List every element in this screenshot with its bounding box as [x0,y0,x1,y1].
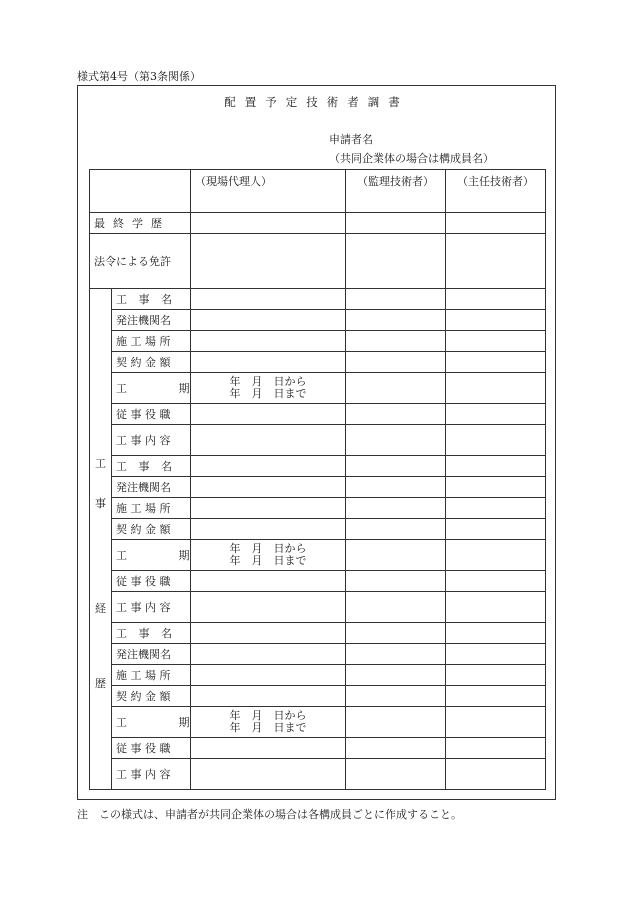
cell[interactable] [446,759,546,790]
exp1-amount-row [90,352,546,373]
cell[interactable] [346,540,446,571]
exp-amount-label: 契 約 金 額 [112,352,191,373]
side-char-3: 経 [95,602,106,615]
cell[interactable] [346,373,446,404]
exp3-client-row [90,644,546,665]
cell[interactable] [446,592,546,623]
cell[interactable] [446,373,546,404]
cell[interactable] [346,498,446,519]
cell[interactable] [346,456,446,477]
cell[interactable] [446,571,546,592]
exp2-project-row [90,456,546,477]
cell[interactable] [346,331,446,352]
education-chief[interactable] [446,213,546,234]
exp1-period-row [90,373,546,404]
cell[interactable] [446,686,546,707]
cell[interactable] [191,665,346,686]
exp-content-label: 工 事 内 容 [112,759,191,790]
header-site-agent: （現場代理人） [191,170,346,213]
exp2-period-row [90,540,546,571]
side-char-2: 事 [95,497,106,510]
header-chief-engineer: （主任技術者） [446,170,546,213]
cell[interactable] [346,707,446,738]
exp1-role-row [90,404,546,425]
exp-project-name-label: 工 事 名 [112,456,191,477]
cell[interactable] [191,404,346,425]
cell[interactable] [346,686,446,707]
cell[interactable] [446,540,546,571]
cell[interactable] [191,759,346,790]
applicant-label: 申請者名 [329,133,373,146]
cell[interactable] [446,498,546,519]
cell[interactable] [191,477,346,498]
exp-role-label: 従 事 役 職 [112,404,191,425]
footnote: 注 この様式は、申請者が共同企業体の場合は各構成員ごとに作成すること。 [77,808,462,821]
cell[interactable] [346,289,446,310]
license-supervising[interactable] [346,234,446,289]
cell[interactable] [446,404,546,425]
side-char-4: 歴 [95,677,106,690]
cell[interactable] [446,310,546,331]
cell[interactable] [191,571,346,592]
cell[interactable] [191,352,346,373]
experience-side-label [90,289,112,790]
cell[interactable] [446,644,546,665]
cell[interactable] [346,310,446,331]
exp-amount-label: 契 約 金 額 [112,686,191,707]
license-site-agent[interactable] [191,234,346,289]
cell[interactable] [446,738,546,759]
exp-content-label: 工 事 内 容 [112,592,191,623]
cell[interactable] [346,623,446,644]
cell[interactable] [191,738,346,759]
cell[interactable] [191,310,346,331]
exp3-location-row [90,665,546,686]
exp-project-name-label: 工 事 名 [112,623,191,644]
period-to: 年 月 日まで [229,721,307,734]
exp-period-value[interactable] [191,707,346,738]
header-empty-cell [90,170,191,213]
education-site-agent[interactable] [191,213,346,234]
exp-amount-label: 契 約 金 額 [112,519,191,540]
exp2-role-row [90,571,546,592]
cell[interactable] [191,289,346,310]
cell[interactable] [446,352,546,373]
exp1-project-row [90,289,546,310]
exp2-amount-row [90,519,546,540]
exp2-client-row [90,477,546,498]
exp-content-label: 工 事 内 容 [112,425,191,456]
cell[interactable] [346,644,446,665]
license-label: 法令による免許 [90,234,191,289]
cell[interactable] [446,623,546,644]
cell[interactable] [446,519,546,540]
exp-client-label: 発注機関名 [112,644,191,665]
license-row [90,234,546,289]
exp-location-label: 施 工 場 所 [112,665,191,686]
cell[interactable] [191,644,346,665]
document-title: 配置予定技術者調書 [224,95,409,109]
exp-project-name-label: 工 事 名 [112,289,191,310]
cell[interactable] [346,592,446,623]
period-from: 年 月 日から [229,375,307,388]
period-from: 年 月 日から [229,709,307,722]
cell[interactable] [191,623,346,644]
exp1-location-row [90,331,546,352]
exp-period-label: 工 期 [112,373,191,404]
exp-period-value[interactable] [191,373,346,404]
cell[interactable] [191,592,346,623]
period-to: 年 月 日まで [229,387,307,400]
exp3-period-row [90,707,546,738]
cell[interactable] [346,571,446,592]
cell[interactable] [446,289,546,310]
cell[interactable] [346,738,446,759]
form-frame [77,85,556,800]
cell[interactable] [191,331,346,352]
cell[interactable] [346,759,446,790]
period-from: 年 月 日から [229,542,307,555]
exp-role-label: 従 事 役 職 [112,738,191,759]
exp3-content-row [90,759,546,790]
education-supervising[interactable] [346,213,446,234]
exp2-location-row [90,498,546,519]
exp3-amount-row [90,686,546,707]
exp1-client-row [90,310,546,331]
exp-period-value[interactable] [191,540,346,571]
engineer-table [89,169,546,790]
cell[interactable] [191,456,346,477]
education-row [90,213,546,234]
cell[interactable] [446,425,546,456]
exp-location-label: 施 工 場 所 [112,331,191,352]
cell[interactable] [446,477,546,498]
cell[interactable] [446,707,546,738]
cell[interactable] [346,665,446,686]
exp2-content-row [90,592,546,623]
license-chief[interactable] [446,234,546,289]
cell[interactable] [346,352,446,373]
exp3-project-row [90,623,546,644]
exp-role-label: 従 事 役 職 [112,571,191,592]
exp-client-label: 発注機関名 [112,477,191,498]
exp1-content-row [90,425,546,456]
cell[interactable] [446,331,546,352]
cell[interactable] [191,686,346,707]
cell[interactable] [346,404,446,425]
cell[interactable] [346,519,446,540]
side-char-1: 工 [95,457,106,470]
exp-period-label: 工 期 [112,707,191,738]
exp-client-label: 発注機関名 [112,310,191,331]
form-number-label: 様式第4号（第3条関係） [77,70,201,83]
cell[interactable] [191,498,346,519]
header-supervising-engineer: （監理技術者） [346,170,446,213]
period-to: 年 月 日まで [229,554,307,567]
cell[interactable] [346,425,446,456]
cell[interactable] [446,665,546,686]
exp3-role-row [90,738,546,759]
cell[interactable] [446,456,546,477]
cell[interactable] [191,519,346,540]
cell[interactable] [346,477,446,498]
education-label: 最終学歴 [90,213,191,234]
exp-period-label: 工 期 [112,540,191,571]
applicant-note: （共同企業体の場合は構成員名） [329,152,494,165]
exp-location-label: 施 工 場 所 [112,498,191,519]
cell[interactable] [191,425,346,456]
header-row [90,170,546,213]
